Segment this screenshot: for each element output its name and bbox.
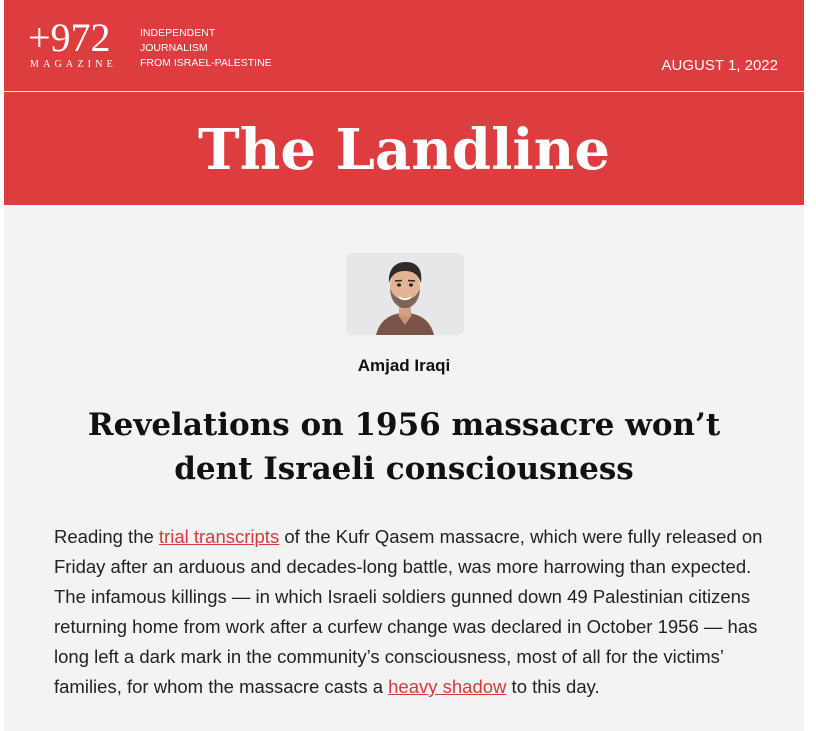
logo-number: +972 [28, 15, 111, 60]
newsletter-title: The Landline [198, 117, 610, 183]
body-text-middle: of the Kufr Qasem massacre, which were fully released on Friday after an arduous and decades-long battle, was more harrowing than expected. The infamous killings — in which Israeli soldiers gunned down 49 Palestinian citizens returning home from work after a curfew change was declared in October 1956 — has long left a dark mark in the community’s consciousness, most of all for the victims’ families, for whom the massacre casts a [54, 526, 763, 697]
author-caricature-icon [346, 253, 464, 335]
heavy-shadow-link[interactable]: heavy shadow [388, 676, 507, 697]
trial-transcripts-link[interactable]: trial transcripts [158, 526, 280, 547]
issue-date: AUGUST 1, 2022 [661, 57, 778, 74]
tagline-line-3: FROM ISRAEL-PALESTINE [140, 57, 272, 69]
logo-subtitle: MAGAZINE [30, 59, 117, 70]
article-body [54, 522, 774, 702]
tagline-line-1: INDEPENDENT [140, 27, 216, 39]
newsletter-header [4, 0, 804, 205]
author-name: Amjad Iraqi [357, 356, 451, 375]
article-headline[interactable]: Revelations on 1956 massacre won’t dent Israeli consciousness [87, 407, 721, 487]
tagline-line-2: JOURNALISM [140, 42, 208, 54]
body-text-end: to this day. [506, 676, 600, 697]
body-text-start: Reading the [54, 526, 159, 547]
header-divider [4, 91, 804, 92]
email-container [4, 0, 804, 731]
logo-tagline [140, 26, 272, 71]
